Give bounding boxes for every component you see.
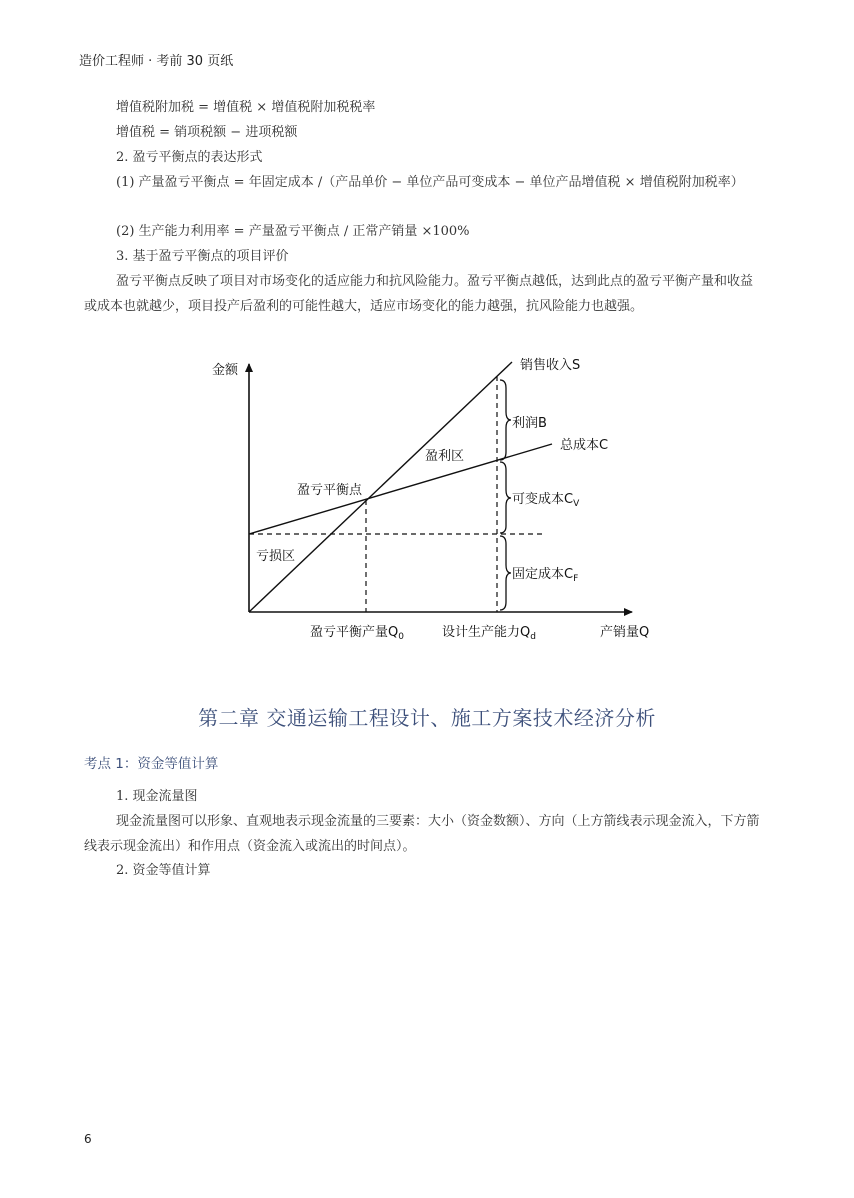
loss-zone-label: 亏损区 [256, 549, 296, 564]
fixed-cost-brace [500, 536, 511, 610]
profit-label: 利润B [512, 416, 547, 431]
kaodian-heading: 考点 1：资金等值计算 [84, 756, 219, 772]
profit-zone-label: 盈利区 [425, 449, 465, 464]
paragraph-breakeven-evaluation: 盈亏平衡点反映了项目对市场变化的适应能力和抗风险能力。盈亏平衡点越低，达到此点的盈亏平衡产量和收益或成本也就越少，项目投产后盈利的可能性越大，适应市场变化的能力越强，抗风险能力也越强。 [84, 274, 754, 314]
sales-revenue-line [249, 362, 512, 612]
page-number: 6 [84, 1132, 92, 1146]
variable-cost-label: 可变成本$C_V$ [512, 492, 580, 509]
y-axis-label: 金额 [212, 363, 239, 378]
fixed-cost-label: 固定成本$C_F$ [512, 567, 579, 584]
page-header: 造价工程师 · 考前 30 页纸 [79, 54, 234, 69]
formula-surtax: 增值税附加税 = 增值税 × 增值税附加税税率 [116, 100, 376, 115]
formula-vat: 增值税 = 销项税额 − 进项税额 [116, 125, 298, 140]
heading-breakeven-forms: 2. 盈亏平衡点的表达形式 [116, 150, 263, 165]
formula-capacity-utilization: (2) 生产能力利用率 = 产量盈亏平衡点 / 正常产销量 ×100% [116, 224, 470, 239]
sales-line-label: 销售收入S [520, 358, 581, 373]
heading-equivalent-calculation: 2. 资金等值计算 [116, 863, 211, 878]
chapter-title: 第二章 交通运输工程设计、施工方案技术经济分析 [198, 706, 656, 730]
design-capacity-label: 设计生产能力$Q_d$ [442, 625, 536, 642]
variable-cost-brace [500, 462, 511, 533]
profit-brace [500, 380, 511, 460]
breakeven-diagram [200, 350, 660, 650]
heading-cash-flow-diagram: 1. 现金流量图 [116, 789, 198, 804]
x-axis-label: 产销量Q [600, 625, 650, 640]
total-cost-label: 总成本C [560, 438, 609, 453]
formula-breakeven-output: (1) 产量盈亏平衡点 = 年固定成本 /（产品单价 − 单位产品可变成本 − 单位产品增值税 × 增值税附加税率） [116, 175, 744, 190]
heading-project-evaluation: 3. 基于盈亏平衡点的项目评价 [116, 249, 289, 264]
breakeven-point-label: 盈亏平衡点 [297, 483, 363, 498]
breakeven-output-label: 盈亏平衡产量$Q_0$ [310, 625, 404, 642]
paragraph-cash-flow: 现金流量图可以形象、直观地表示现金流量的三要素：大小（资金数额）、方向（上方箭线表示现金流入，下方箭线表示现金流出）和作用点（资金流入或流出的时间点）。 [84, 814, 760, 854]
